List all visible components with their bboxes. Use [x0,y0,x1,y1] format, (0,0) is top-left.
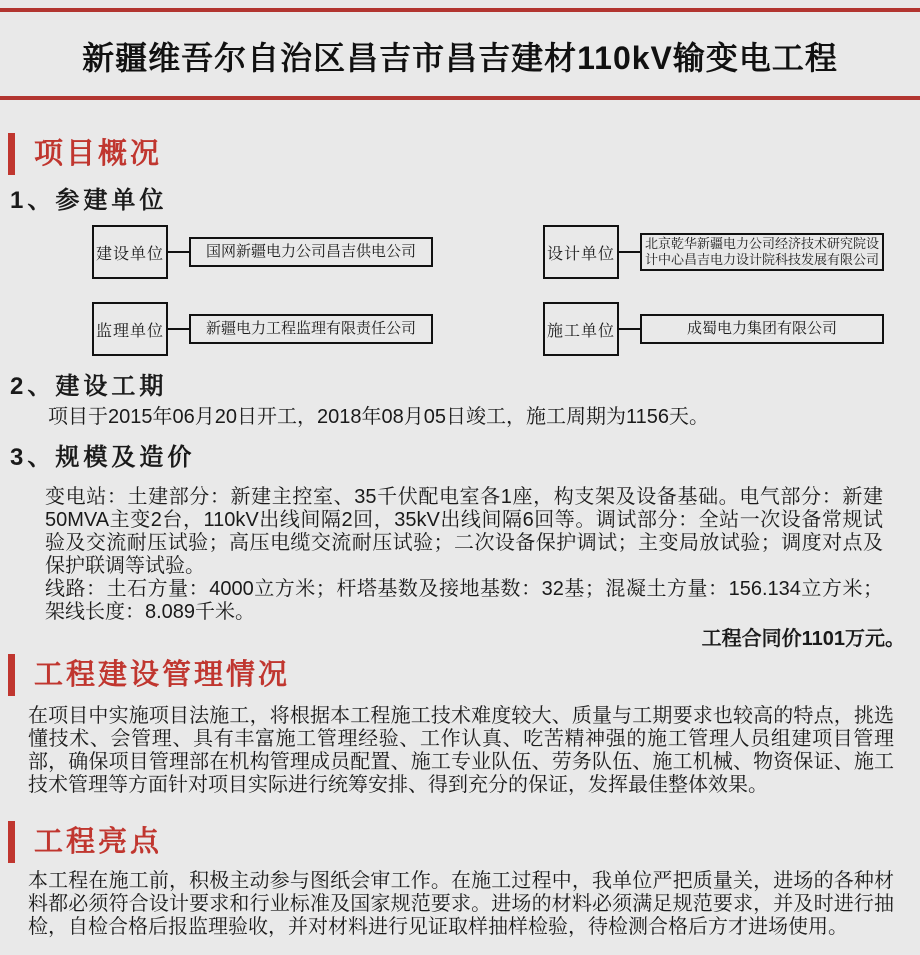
unit-company-box [189,237,433,267]
infographic-page [0,8,920,955]
unit-company-box [640,314,884,344]
unit-role-label: 建设单位 [95,245,164,263]
schedule-text: 项目于2015年06月20日开工，2018年08月05日竣工，施工周期为1156天。 [48,406,709,428]
connector-line [168,328,189,330]
overview-heading-label: 项目概况 [34,138,163,170]
red-accent-bar [8,133,15,175]
unit-company-box [640,233,884,271]
management-text: 在项目中实施项目法施工，将根据本工程施工技术难度较大、质量与工期要求也较高的特点，挑选懂技术、会管理、具有丰富施工管理经验、工作认真、吃苦精神强的施工管理人员组建项目管理部，确保项目管理部在机构管理成员配置、施工专业队伍、劳务队伍、施工机械、物资保证、施工技术管理等方面针对项目实际进行统筹安排、得到充分的保证，发挥最佳整体效果。 [28,705,894,796]
unit-company-label: 北京乾华新疆电力公司经济技术研究院设计中心昌吉电力设计院科技发展有限公司 [645,236,880,267]
participants-org-chart [92,225,920,356]
unit-role-box [92,225,168,279]
connector-line [619,251,640,253]
unit-design [543,225,920,279]
substation-scope-text: 变电站：土建部分：新建主控室、35千伏配电室各1座，构支架及设备基础。电气部分：新建50MVA主变2台，110kV出线间隔2回，35kV出线间隔6回等。调试部分：全站一次设备常规试验及交流耐压试验；高压电缆交流耐压试验；二次设备保护调试；主变局放试验；调度对点及保护联调等试验。 [45,486,883,577]
unit-contractor [543,302,920,356]
red-accent-bar [8,654,15,696]
highlights-text: 本工程在施工前，积极主动参与图纸会审工作。在施工过程中，我单位严把质量关，进场的各种材料都必须符合设计要求和行业标准及国家规范要求。进场的材料必须满足规范要求，并及时进行抽检，自检合格后报监理验收，并对材料进行见证取样抽样检验，待检测合格后方才进场使用。 [28,870,894,938]
highlights-heading [8,821,920,863]
unit-supervision [92,302,543,356]
unit-role-label: 监理单位 [95,322,164,340]
participants-heading: 1、参建单位 [10,187,168,214]
unit-role-label: 施工单位 [546,322,615,340]
unit-company-label: 新疆电力工程监理有限责任公司 [205,320,416,337]
scale-heading: 3、规模及造价 [10,444,196,471]
unit-company-label: 国网新疆电力公司昌吉供电公司 [205,243,416,260]
section-management [0,654,920,797]
section-highlights [0,821,920,939]
red-accent-bar [8,821,15,863]
unit-role-box [92,302,168,356]
top-rule [0,8,920,12]
section-overview [0,133,920,651]
management-heading-label: 工程建设管理情况 [34,659,291,691]
scale-text-block [45,486,883,624]
connector-line [168,251,189,253]
schedule-heading: 2、建设工期 [10,373,168,400]
unit-role-box [543,225,619,279]
management-heading [8,654,920,696]
highlights-heading-label: 工程亮点 [34,826,163,858]
unit-company-box [189,314,433,344]
contract-price-text: 工程合同价1101万元。 [701,628,905,650]
title-divider-rule [0,96,920,100]
unit-company-label: 成蜀电力集团有限公司 [686,320,837,337]
connector-line [619,328,640,330]
unit-role-label: 设计单位 [546,245,615,263]
line-scope-text: 线路：土石方量：4000立方米；杆塔基数及接地基数：32基；混凝土方量：156.134立方米；架线长度：8.089千米。 [45,578,883,623]
page-title: 新疆维吾尔自治区昌吉市昌吉建材110kV输变电工程 [82,40,838,76]
unit-role-box [543,302,619,356]
overview-heading [8,133,920,175]
unit-builder [92,225,543,279]
